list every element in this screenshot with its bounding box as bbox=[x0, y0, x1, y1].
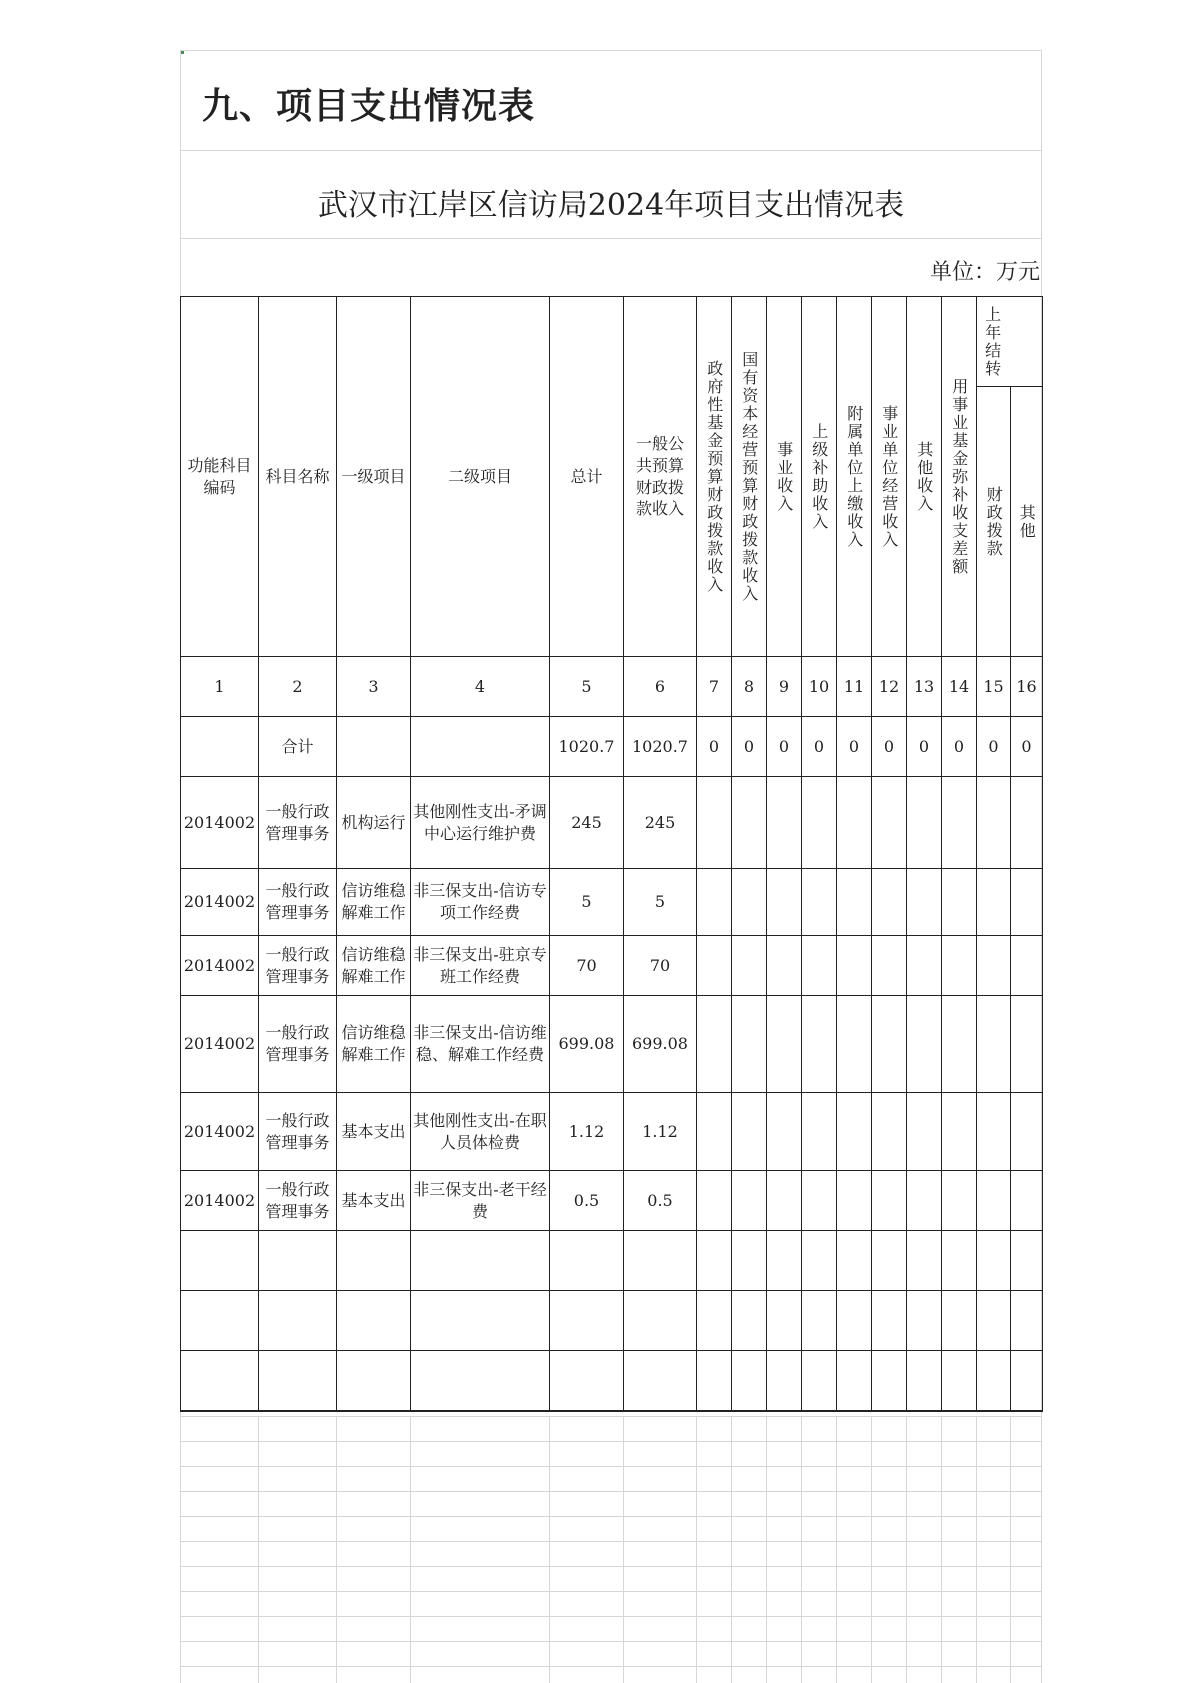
grid-line bbox=[766, 1416, 767, 1683]
cell-empty bbox=[697, 869, 732, 936]
col-number: 16 bbox=[1011, 657, 1043, 717]
header-level2: 二级项目 bbox=[411, 297, 550, 657]
cell-level1: 基本支出 bbox=[337, 1171, 411, 1231]
cell-empty bbox=[907, 1171, 942, 1231]
total-zero: 0 bbox=[837, 717, 872, 777]
cell-empty bbox=[942, 869, 977, 936]
cell-empty bbox=[732, 1171, 767, 1231]
header-carry-fiscal-text: 财政拨款 bbox=[984, 485, 1004, 558]
grid-line bbox=[336, 1416, 337, 1683]
cell-empty bbox=[872, 1171, 907, 1231]
grid-line bbox=[906, 1416, 907, 1683]
cell-level1: 机构运行 bbox=[337, 777, 411, 869]
empty-row bbox=[181, 1351, 1043, 1411]
cell-empty bbox=[942, 1093, 977, 1171]
grid-line bbox=[180, 1591, 1042, 1592]
total-level2 bbox=[411, 717, 550, 777]
cell-empty bbox=[907, 996, 942, 1093]
cell-empty bbox=[697, 777, 732, 869]
header-level1: 一级项目 bbox=[337, 297, 411, 657]
header-name: 科目名称 bbox=[259, 297, 337, 657]
cell-level2: 非三保支出-驻京专班工作经费 bbox=[411, 936, 550, 996]
cell-empty bbox=[802, 1171, 837, 1231]
header-operating-text: 事业单位经营收入 bbox=[879, 404, 899, 549]
empty-row bbox=[181, 1231, 1043, 1291]
cell-empty bbox=[837, 996, 872, 1093]
grid-line bbox=[180, 1441, 1042, 1442]
cell-empty bbox=[907, 869, 942, 936]
spreadsheet-page bbox=[180, 50, 1042, 1683]
cell-code: 2014002 bbox=[181, 996, 259, 1093]
grid-line bbox=[180, 1616, 1042, 1617]
cell-level2: 其他刚性支出-矛调中心运行维护费 bbox=[411, 777, 550, 869]
total-level1 bbox=[337, 717, 411, 777]
cell-level2: 其他刚性支出-在职人员体检费 bbox=[411, 1093, 550, 1171]
cell-empty bbox=[872, 1093, 907, 1171]
grid-line bbox=[871, 1416, 872, 1683]
cell-empty bbox=[802, 777, 837, 869]
total-zero: 0 bbox=[872, 717, 907, 777]
section-title: 九、项目支出情况表 bbox=[202, 86, 536, 127]
header-gov-fund-text: 政府性基金预算财政拨款收入 bbox=[704, 359, 724, 594]
header-general: 一般公共预算财政拨款收入 bbox=[624, 297, 697, 657]
cell-empty bbox=[732, 936, 767, 996]
col-number: 12 bbox=[872, 657, 907, 717]
data-rows bbox=[181, 777, 1043, 1231]
grid-line bbox=[801, 1416, 802, 1683]
col-number: 10 bbox=[802, 657, 837, 717]
table-row bbox=[181, 996, 1043, 1093]
unit-label: 单位：万元 bbox=[929, 260, 1040, 285]
cell-empty bbox=[977, 869, 1011, 936]
cell-empty bbox=[837, 869, 872, 936]
cell-empty bbox=[977, 1093, 1011, 1171]
grid-line bbox=[410, 1416, 411, 1683]
cell-empty bbox=[697, 1093, 732, 1171]
cell-general: 699.08 bbox=[624, 996, 697, 1093]
header-upper-subsidy bbox=[802, 297, 837, 657]
col-number: 2 bbox=[259, 657, 337, 717]
header-upper-subsidy-text: 上级补助收入 bbox=[809, 422, 829, 531]
cell-empty bbox=[942, 777, 977, 869]
table-row bbox=[181, 1093, 1043, 1171]
cell-name: 一般行政管理事务 bbox=[259, 777, 337, 869]
header-other-income bbox=[907, 297, 942, 657]
cell-level2: 非三保支出-信访维稳、解难工作经费 bbox=[411, 996, 550, 1093]
total-zero: 0 bbox=[1011, 717, 1043, 777]
cell-name: 一般行政管理事务 bbox=[259, 1093, 337, 1171]
grid-line bbox=[258, 1416, 259, 1683]
cell-empty bbox=[767, 936, 802, 996]
cell-code: 2014002 bbox=[181, 936, 259, 996]
cell-empty bbox=[1011, 996, 1043, 1093]
col-number: 4 bbox=[411, 657, 550, 717]
col-number: 6 bbox=[624, 657, 697, 717]
cell-name: 一般行政管理事务 bbox=[259, 996, 337, 1093]
total-general: 1020.7 bbox=[624, 717, 697, 777]
cell-empty bbox=[1011, 777, 1043, 869]
col-number: 11 bbox=[837, 657, 872, 717]
grid-line bbox=[180, 1491, 1042, 1492]
cell-empty bbox=[1011, 1093, 1043, 1171]
total-zero: 0 bbox=[942, 717, 977, 777]
grid-line bbox=[180, 1416, 1042, 1417]
cell-empty bbox=[872, 996, 907, 1093]
col-number: 3 bbox=[337, 657, 411, 717]
grid-line bbox=[696, 1416, 697, 1683]
grid-line bbox=[623, 1416, 624, 1683]
header-affiliated-text: 附属单位上缴收入 bbox=[844, 404, 864, 549]
header-carry-other bbox=[1011, 387, 1043, 657]
cell-empty bbox=[1011, 936, 1043, 996]
grid-line bbox=[180, 238, 1042, 239]
grid-line bbox=[549, 1416, 550, 1683]
total-row bbox=[181, 717, 1043, 777]
grid-line bbox=[836, 1416, 837, 1683]
cell-empty bbox=[872, 777, 907, 869]
cell-empty bbox=[697, 936, 732, 996]
grid-line bbox=[180, 1566, 1042, 1567]
cell-total: 1.12 bbox=[550, 1093, 624, 1171]
cell-total: 0.5 bbox=[550, 1171, 624, 1231]
cell-empty bbox=[977, 1171, 1011, 1231]
cell-empty bbox=[767, 777, 802, 869]
empty-grid-area bbox=[180, 1416, 1042, 1683]
cell-level1: 信访维稳解难工作 bbox=[337, 996, 411, 1093]
total-zero: 0 bbox=[977, 717, 1011, 777]
cell-empty bbox=[942, 936, 977, 996]
cell-empty bbox=[732, 869, 767, 936]
cell-empty bbox=[942, 1171, 977, 1231]
grid-line bbox=[180, 1516, 1042, 1517]
grid-line bbox=[180, 50, 1042, 51]
cell-general: 245 bbox=[624, 777, 697, 869]
total-zero: 0 bbox=[732, 717, 767, 777]
table-title: 武汉市江岸区信访局2024年项目支出情况表 bbox=[317, 188, 905, 223]
header-other-income-text: 其他收入 bbox=[914, 440, 934, 513]
header-code: 功能科目编码 bbox=[181, 297, 259, 657]
header-state-capital bbox=[732, 297, 767, 657]
total-code bbox=[181, 717, 259, 777]
cell-code: 2014002 bbox=[181, 1171, 259, 1231]
cell-empty bbox=[697, 996, 732, 1093]
cell-empty bbox=[1011, 1171, 1043, 1231]
table-row bbox=[181, 936, 1043, 996]
header-business bbox=[767, 297, 802, 657]
header-carryover-text: 上年结转 bbox=[982, 305, 1002, 378]
col-number: 13 bbox=[907, 657, 942, 717]
cell-empty bbox=[767, 1171, 802, 1231]
cell-total: 70 bbox=[550, 936, 624, 996]
project-expenditure-table bbox=[180, 296, 1043, 1412]
header-fund-gap bbox=[942, 297, 977, 657]
col-number: 9 bbox=[767, 657, 802, 717]
column-number-row bbox=[181, 657, 1043, 717]
cell-empty bbox=[907, 777, 942, 869]
cell-level2: 非三保支出-老干经费 bbox=[411, 1171, 550, 1231]
total-zero: 0 bbox=[802, 717, 837, 777]
grid-line bbox=[941, 1416, 942, 1683]
cell-empty bbox=[872, 869, 907, 936]
cell-name: 一般行政管理事务 bbox=[259, 1171, 337, 1231]
empty-row bbox=[181, 1291, 1043, 1351]
header-total: 总计 bbox=[550, 297, 624, 657]
header-operating bbox=[872, 297, 907, 657]
cell-code: 2014002 bbox=[181, 1093, 259, 1171]
col-number: 15 bbox=[977, 657, 1011, 717]
cell-level2: 非三保支出-信访专项工作经费 bbox=[411, 869, 550, 936]
header-gov-fund bbox=[697, 297, 732, 657]
header-row bbox=[181, 297, 1043, 387]
cell-level1: 信访维稳解难工作 bbox=[337, 869, 411, 936]
cell-empty bbox=[837, 1171, 872, 1231]
cell-general: 1.12 bbox=[624, 1093, 697, 1171]
cell-empty bbox=[802, 996, 837, 1093]
cell-empty bbox=[977, 936, 1011, 996]
cell-code: 2014002 bbox=[181, 777, 259, 869]
header-carryover bbox=[977, 297, 1043, 387]
cell-code: 2014002 bbox=[181, 869, 259, 936]
cell-empty bbox=[837, 1093, 872, 1171]
cell-empty bbox=[1011, 869, 1043, 936]
cell-empty bbox=[732, 996, 767, 1093]
cell-empty bbox=[732, 777, 767, 869]
grid-line bbox=[976, 1416, 977, 1683]
cell-general: 0.5 bbox=[624, 1171, 697, 1231]
header-fund-gap-text: 用事业基金弥补收支差额 bbox=[949, 377, 969, 576]
header-carry-other-text: 其他 bbox=[1017, 503, 1037, 540]
header-carry-fiscal bbox=[977, 387, 1011, 657]
cell-total: 245 bbox=[550, 777, 624, 869]
cell-empty bbox=[907, 1093, 942, 1171]
cell-empty bbox=[767, 996, 802, 1093]
cell-empty bbox=[802, 869, 837, 936]
cell-total: 5 bbox=[550, 869, 624, 936]
cell-empty bbox=[802, 1093, 837, 1171]
cell-empty bbox=[697, 1171, 732, 1231]
header-state-capital-text: 国有资本经营预算财政拨款收入 bbox=[739, 350, 759, 603]
cell-empty bbox=[977, 996, 1011, 1093]
cell-empty bbox=[767, 1093, 802, 1171]
cell-name: 一般行政管理事务 bbox=[259, 936, 337, 996]
table-row bbox=[181, 869, 1043, 936]
total-zero: 0 bbox=[907, 717, 942, 777]
col-number: 8 bbox=[732, 657, 767, 717]
total-zero: 0 bbox=[697, 717, 732, 777]
cell-empty bbox=[802, 936, 837, 996]
cell-empty bbox=[837, 936, 872, 996]
cell-empty bbox=[767, 869, 802, 936]
cell-total: 699.08 bbox=[550, 996, 624, 1093]
table-row bbox=[181, 777, 1043, 869]
grid-line bbox=[1010, 1416, 1011, 1683]
grid-line bbox=[180, 1666, 1042, 1667]
cell-level1: 信访维稳解难工作 bbox=[337, 936, 411, 996]
grid-line bbox=[180, 1541, 1042, 1542]
cell-empty bbox=[907, 936, 942, 996]
cell-empty bbox=[732, 1093, 767, 1171]
grid-line bbox=[180, 1466, 1042, 1467]
total-label: 合计 bbox=[259, 717, 337, 777]
cell-general: 70 bbox=[624, 936, 697, 996]
table-row bbox=[181, 1171, 1043, 1231]
col-number: 14 bbox=[942, 657, 977, 717]
cell-general: 5 bbox=[624, 869, 697, 936]
total-amount: 1020.7 bbox=[550, 717, 624, 777]
cell-empty bbox=[872, 936, 907, 996]
col-number: 7 bbox=[697, 657, 732, 717]
cell-level1: 基本支出 bbox=[337, 1093, 411, 1171]
cell-empty bbox=[942, 996, 977, 1093]
cell-name: 一般行政管理事务 bbox=[259, 869, 337, 936]
grid-line bbox=[180, 150, 1042, 151]
header-affiliated bbox=[837, 297, 872, 657]
cell-empty bbox=[977, 777, 1011, 869]
col-number: 1 bbox=[181, 657, 259, 717]
col-number: 5 bbox=[550, 657, 624, 717]
grid-line bbox=[180, 1641, 1042, 1642]
grid-line bbox=[731, 1416, 732, 1683]
header-business-text: 事业收入 bbox=[774, 440, 794, 513]
total-zero: 0 bbox=[767, 717, 802, 777]
cell-empty bbox=[837, 777, 872, 869]
